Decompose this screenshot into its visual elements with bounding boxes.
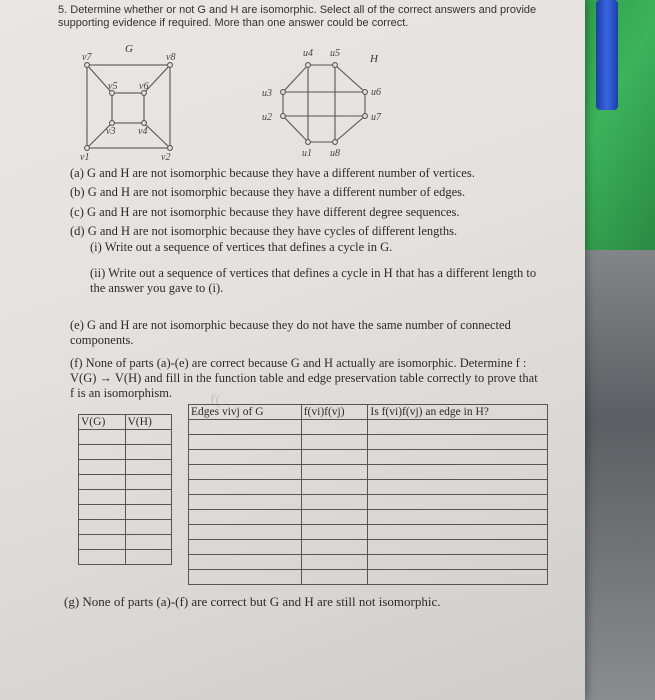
graph-h bbox=[281, 63, 368, 145]
graph-h-octagon bbox=[283, 65, 365, 142]
vertex-u1 bbox=[306, 140, 311, 145]
option-d-i: (i) Write out a sequence of vertices that defines a cycle in G. bbox=[90, 240, 393, 254]
option-f: (f) None of parts (a)-(e) are correct because G and H actually are isomorphic. Determine f : V(G) → V(H) and fill in the function table and edge preservation table correctly to prove that f is an isomorphism. bbox=[70, 356, 538, 400]
vertex-v1 bbox=[85, 146, 90, 151]
svg-text:u1: u1 bbox=[302, 148, 312, 159]
function-cell[interactable] bbox=[125, 445, 172, 460]
function-cell[interactable] bbox=[125, 475, 172, 490]
edge-cell[interactable] bbox=[189, 570, 302, 585]
function-cell[interactable] bbox=[79, 505, 126, 520]
function-table bbox=[78, 414, 172, 565]
vertex-u4 bbox=[306, 63, 311, 68]
svg-text:v4: v4 bbox=[138, 126, 148, 137]
edge-cell[interactable] bbox=[301, 495, 368, 510]
svg-text:u6: u6 bbox=[371, 87, 381, 98]
vertex-u2 bbox=[281, 114, 286, 119]
function-cell[interactable] bbox=[125, 520, 172, 535]
problem-number: 5. bbox=[58, 4, 68, 16]
svg-text:v1: v1 bbox=[80, 152, 90, 163]
option-d-ii: (ii) Write out a sequence of vertices that defines a cycle in H that has a different length to the answer you gave to (i). bbox=[90, 266, 537, 295]
function-cell[interactable] bbox=[79, 490, 126, 505]
edge-cell[interactable] bbox=[368, 540, 548, 555]
function-cell[interactable] bbox=[125, 430, 172, 445]
graph-h-title: H bbox=[370, 53, 378, 65]
edge-cell[interactable] bbox=[368, 465, 548, 480]
function-table-header-vh: V(H) bbox=[125, 415, 172, 430]
edge-cell[interactable] bbox=[301, 480, 368, 495]
edge-cell[interactable] bbox=[368, 450, 548, 465]
svg-text:v8: v8 bbox=[166, 52, 176, 63]
function-cell[interactable] bbox=[79, 520, 126, 535]
function-cell[interactable] bbox=[125, 535, 172, 550]
edge-cell[interactable] bbox=[368, 525, 548, 540]
function-cell[interactable] bbox=[125, 490, 172, 505]
edge-cell[interactable] bbox=[301, 555, 368, 570]
edge-cell[interactable] bbox=[301, 525, 368, 540]
edge-cell[interactable] bbox=[189, 495, 302, 510]
function-cell[interactable] bbox=[79, 460, 126, 475]
edge-cell[interactable] bbox=[301, 450, 368, 465]
edge-cell[interactable] bbox=[368, 495, 548, 510]
edge-cell[interactable] bbox=[301, 465, 368, 480]
vertex-u6 bbox=[363, 90, 368, 95]
edge-cell[interactable] bbox=[189, 420, 302, 435]
function-cell[interactable] bbox=[79, 475, 126, 490]
edge-cell[interactable] bbox=[189, 480, 302, 495]
edge-cell[interactable] bbox=[368, 510, 548, 525]
option-g: (g) None of parts (a)-(f) are correct but G and H are still not isomorphic. bbox=[64, 594, 441, 609]
edge-cell[interactable] bbox=[368, 480, 548, 495]
edge-cell[interactable] bbox=[301, 435, 368, 450]
function-cell[interactable] bbox=[79, 535, 126, 550]
vertex-v7 bbox=[85, 63, 90, 68]
edge-cell[interactable] bbox=[301, 420, 368, 435]
function-cell[interactable] bbox=[125, 550, 172, 565]
edge-cell[interactable] bbox=[368, 420, 548, 435]
problem-text: Determine whether or not G and H are isomorphic. Select all of the correct answers and provide supporting evidence if required. More than one answer could be correct. bbox=[58, 4, 537, 29]
svg-text:v7: v7 bbox=[82, 52, 92, 63]
svg-text:v6: v6 bbox=[139, 81, 149, 92]
graph-g-inner-square bbox=[112, 93, 144, 123]
vertex-u8 bbox=[333, 140, 338, 145]
svg-text:v5: v5 bbox=[108, 81, 118, 92]
option-d: (d) G and H are not isomorphic because they have cycles of different lengths. bbox=[70, 224, 458, 238]
edge-table-header-is-edge: Is f(vi)f(vj) an edge in H? bbox=[368, 405, 548, 420]
edge-cell[interactable] bbox=[189, 540, 302, 555]
option-a: (a) G and H are not isomorphic because they have a different number of vertices. bbox=[70, 166, 475, 180]
vertex-v8 bbox=[168, 63, 173, 68]
vertex-u3 bbox=[281, 90, 286, 95]
svg-text:v2: v2 bbox=[161, 152, 171, 163]
edge-table-header-image: f(vi)f(vj) bbox=[301, 405, 368, 420]
edge-table-header-edges: Edges vivj of G bbox=[189, 405, 302, 420]
vertex-u5 bbox=[333, 63, 338, 68]
function-cell[interactable] bbox=[79, 430, 126, 445]
edge-cell[interactable] bbox=[189, 465, 302, 480]
option-c: (c) G and H are not isomorphic because they have different degree sequences. bbox=[70, 205, 460, 219]
option-b: (b) G and H are not isomorphic because they have a different number of edges. bbox=[70, 185, 466, 199]
graph-figures bbox=[0, 0, 585, 170]
edge-cell[interactable] bbox=[189, 450, 302, 465]
svg-text:v3: v3 bbox=[106, 126, 116, 137]
edge-cell[interactable] bbox=[189, 555, 302, 570]
edge-cell[interactable] bbox=[301, 510, 368, 525]
edge-cell[interactable] bbox=[368, 570, 548, 585]
svg-text:u3: u3 bbox=[262, 88, 272, 99]
edge-cell[interactable] bbox=[368, 435, 548, 450]
edge-cell[interactable] bbox=[301, 540, 368, 555]
vertex-v4 bbox=[142, 121, 147, 126]
function-table-header-vg: V(G) bbox=[79, 415, 126, 430]
function-cell[interactable] bbox=[125, 505, 172, 520]
svg-text:u7: u7 bbox=[371, 112, 381, 123]
edge-cell[interactable] bbox=[189, 525, 302, 540]
blue-pen bbox=[596, 0, 618, 110]
svg-text:u2: u2 bbox=[262, 112, 272, 123]
edge-cell[interactable] bbox=[189, 510, 302, 525]
vertex-u7 bbox=[363, 114, 368, 119]
vertex-v3 bbox=[110, 121, 115, 126]
edge-cell[interactable] bbox=[301, 570, 368, 585]
function-cell[interactable] bbox=[79, 550, 126, 565]
edge-cell[interactable] bbox=[189, 435, 302, 450]
svg-text:u4: u4 bbox=[303, 48, 313, 59]
faint-watermark: f( bbox=[210, 392, 221, 409]
svg-text:u8: u8 bbox=[330, 148, 340, 159]
edge-preservation-table bbox=[188, 404, 548, 585]
option-e: (e) G and H are not isomorphic because they do not have the same number of connected components. bbox=[70, 318, 511, 347]
vertex-v2 bbox=[168, 146, 173, 151]
graph-g-title: G bbox=[125, 43, 133, 55]
graph-g bbox=[85, 63, 173, 151]
function-cell[interactable] bbox=[79, 445, 126, 460]
svg-text:u5: u5 bbox=[330, 48, 340, 59]
function-cell[interactable] bbox=[125, 460, 172, 475]
edge-cell[interactable] bbox=[368, 555, 548, 570]
